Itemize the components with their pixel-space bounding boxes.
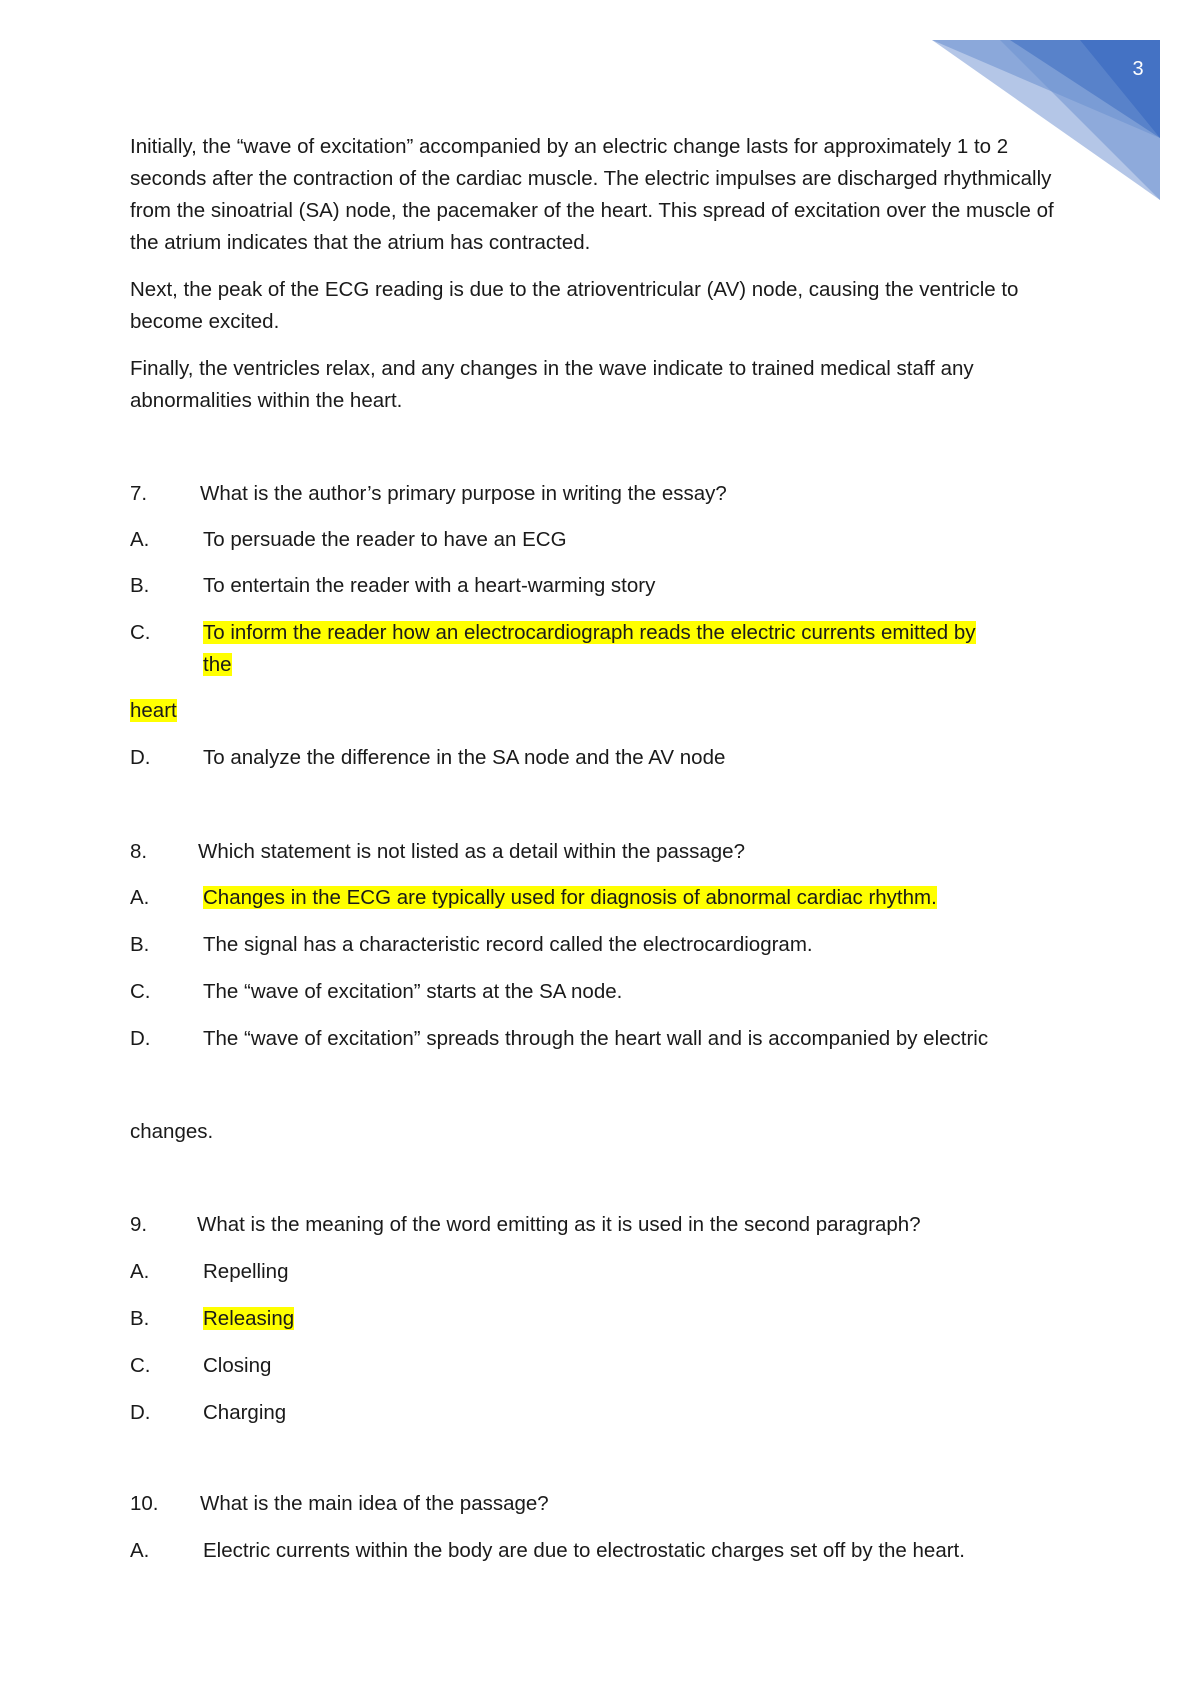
question-9-option-c-label: C. [130,1354,151,1377]
question-8-option-a [203,884,937,912]
question-8-option-c-label: C. [130,980,151,1003]
passage-paragraph-2: Next, the peak of the ECG reading is due to the atrioventricular (AV) node, causing the ventricle to become excited. [130,278,1019,333]
question-9-text: What is the meaning of the word emitting as it is used in the second paragraph? [197,1213,921,1236]
question-7-option-b-label: B. [130,574,150,597]
question-9-option-d: Charging [203,1401,287,1424]
question-10-text: What is the main idea of the passage? [200,1492,549,1515]
page-number: 3 [1132,58,1144,80]
passage-paragraph-1: Initially, the “wave of excitation” accompanied by an electric change lasts for approximately 1 to 2 seconds after the contraction of the cardiac muscle. The electric impulses are discharged rhythmically from the sinoatrial (SA) node, the pacemaker of the heart. This spread of excitation over the muscle of the atrium indicates that the atrium has contracted. [130,135,1054,254]
question-7-option-c-label: C. [130,621,151,644]
question-8-number: 8. [130,840,148,863]
question-9-option-b-label: B. [130,1307,150,1330]
question-9-option-a-label: A. [130,1260,150,1283]
question-8-option-c: The “wave of excitation” starts at the SA node. [203,980,623,1003]
highlight: Changes in the ECG are typically used for diagnosis of abnormal cardiac rhythm. [203,886,937,909]
question-8-text: Which statement is not listed as a detail within the passage? [198,840,745,863]
highlight: To inform the reader how an electrocardiograph reads the electric currents emitted by [203,621,976,644]
question-7-text: What is the author’s primary purpose in writing the essay? [200,482,727,505]
question-10-option-a: Electric currents within the body are due to electrostatic charges set off by the heart. [203,1539,965,1562]
question-8-option-d: The “wave of excitation” spreads through the heart wall and is accompanied by electric [203,1027,989,1050]
question-9-option-b [203,1305,294,1333]
question-8-option-b-label: B. [130,933,150,956]
question-7-number: 7. [130,482,148,505]
highlight: Releasing [203,1307,295,1330]
question-9-option-d-label: D. [130,1401,151,1424]
highlight: heart [130,699,177,722]
question-7-option-d-label: D. [130,746,151,769]
question-8-option-d-label: D. [130,1027,151,1050]
question-7-option-b: To entertain the reader with a heart-warming story [203,574,656,597]
question-7-option-a: To persuade the reader to have an ECG [203,528,567,551]
question-9-number: 9. [130,1213,148,1236]
question-7-option-a-label: A. [130,528,150,551]
question-10-number: 10. [130,1492,159,1515]
question-8-option-a-label: A. [130,886,150,909]
question-10-option-a-label: A. [130,1539,150,1562]
question-7-option-c-line1 [203,619,976,647]
question-8-option-d-continued: changes. [130,1120,214,1143]
question-8-option-b: The signal has a characteristic record called the electrocardiogram. [203,933,813,956]
question-7-option-d: To analyze the difference in the SA node and the AV node [203,746,726,769]
question-7-option-c-line2 [203,651,232,679]
question-7-option-c-line3 [130,697,177,725]
question-9-option-a: Repelling [203,1260,289,1283]
highlight: the [203,653,232,676]
question-9-option-c: Closing [203,1354,272,1377]
passage-paragraph-3: Finally, the ventricles relax, and any changes in the wave indicate to trained medical staff any abnormalities within the heart. [130,357,974,412]
